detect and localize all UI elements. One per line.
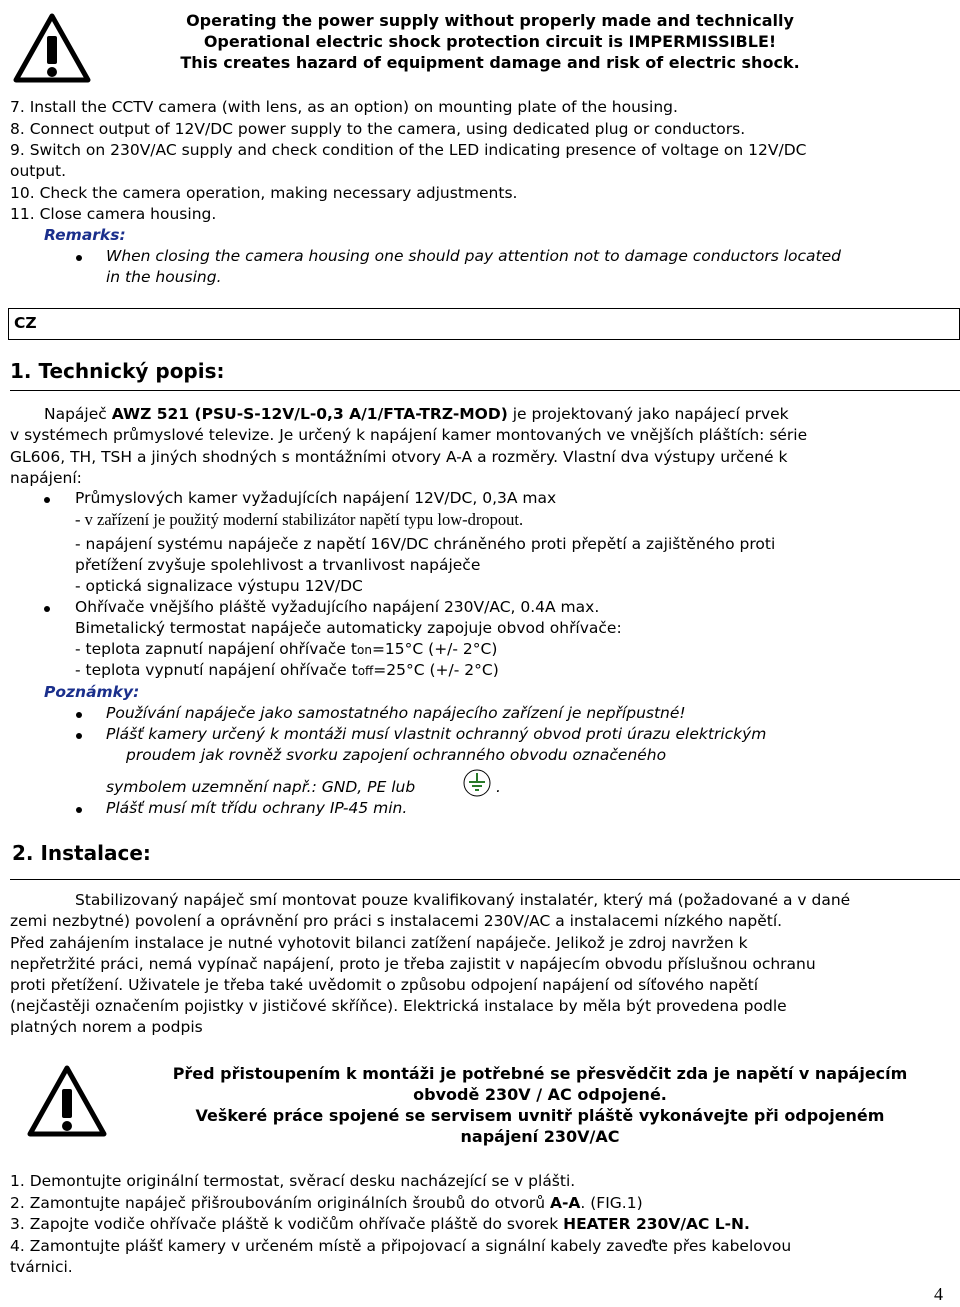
step-7: 7. Install the CCTV camera (with lens, as an option) on mounting plate of the housing. (10, 98, 678, 116)
warning-line: This creates hazard of equipment damage and risk of electric shock. (180, 53, 800, 72)
step-11: 11. Close camera housing. (10, 205, 217, 223)
bullet-icon (44, 497, 50, 503)
warning-message (130, 1063, 950, 1147)
note-item: Plášť musí mít třídu ochrany IP-45 min. (106, 799, 408, 817)
list-subitem: - teplota zapnutí napájení ohřívače ton=15°C (+/- 2°C) (75, 640, 498, 658)
list-subitem: - napájení systému napáječe z napětí 16V/DC chráněného proti přepětí a zajištěného proti (75, 535, 776, 553)
remarks-label: Remarks: (44, 226, 126, 244)
note-item-cont: proudem jak rovněž svorku zapojení ochranného obvodu označeného (126, 746, 667, 764)
note-item-cont: symbolem uzemnění např.: GND, PE lub (106, 778, 416, 796)
language-label: CZ (14, 314, 37, 332)
install-step-2: 2. Zamontujte napáječ přišroubováním originálních šroubů do otvorů A-A. (FIG.1) (10, 1194, 643, 1212)
step-9: 9. Switch on 230V/AC supply and check condition of the LED indicating presence of voltage on 12V/DC (10, 141, 807, 159)
paragraph-line: napájení: (10, 469, 82, 487)
step-9-cont: output. (10, 162, 67, 180)
paragraph-line: GL606, TH, TSH a jiných shodných s montážními otvory A-A a rozměry. Vlastní dva výstupy určené k (10, 448, 788, 466)
warning-line: Veškeré práce spojené se servisem uvnitř pláště vykonávejte při odpojeném (195, 1106, 885, 1125)
list-subitem: - v zařízení je použitý moderní stabilizátor napětí typu low-dropout. (75, 510, 524, 529)
ground-symbol-icon (462, 768, 492, 798)
warning-line: Operating the power supply without properly made and technically (186, 11, 794, 30)
paragraph-line: zemi nezbytné) povolení a oprávnění pro práci s instalacemi 230V/AC a instalacemi nízkého napětí. (10, 912, 783, 930)
paragraph-line: Před zahájením instalace je nutné vyhotovit bilanci zatížení napáječe. Jelikož je zdroj navržen k (10, 934, 748, 952)
paragraph-line: nepřetržité práci, nemá vypínač napájení, proto je třeba zajistit v napájecím obvodu příslušnou ochranu (10, 955, 816, 973)
divider (10, 390, 960, 391)
note-item: Používání napáječe jako samostatného napájecího zařízení je nepřípustné! (106, 704, 686, 722)
warning-line: Před přistoupením k montáži je potřebné se přesvědčit zda je napětí v napájecím (172, 1064, 908, 1083)
warning-message (120, 10, 860, 73)
bullet-icon (76, 807, 82, 813)
step-8: 8. Connect output of 12V/DC power supply to the camera, using dedicated plug or conductors. (10, 120, 746, 138)
paragraph-line: (nejčastěji označením pojistky v jističové skříňce). Elektrická instalace by měla být provedena podle (10, 997, 787, 1015)
bullet-icon (76, 712, 82, 718)
install-step-4: 4. Zamontujte plášť kamery v určeném místě a připojovací a signální kabely zaveďte přes kabelovou (10, 1237, 792, 1255)
install-step-1: 1. Demontujte originální termostat, svěrací desku nacházející se v plášti. (10, 1172, 576, 1190)
language-header-box (8, 308, 960, 340)
list-subitem: - optická signalizace výstupu 12V/DC (75, 577, 363, 595)
warning-line: napájení 230V/AC (460, 1127, 620, 1146)
warning-triangle-icon (12, 12, 92, 84)
paragraph-line: proti přetížení. Uživatele je třeba také uvědomit o způsobu odpojení napájení od síťového napětí (10, 976, 759, 994)
bullet-icon (76, 733, 82, 739)
install-step-3: 3. Zapojte vodiče ohřívače pláště k vodičům ohřívače pláště do svorek HEATER 230V/AC L-N. (10, 1215, 750, 1233)
page-number: 4 (934, 1284, 943, 1304)
list-item: Průmyslových kamer vyžadujících napájení 12V/DC, 0,3A max (75, 489, 557, 507)
list-subitem: - teplota vypnutí napájení ohřívače toff=25°C (+/- 2°C) (75, 661, 499, 679)
list-item: Ohřívače vnějšího pláště vyžadujícího napájení 230V/AC, 0.4A max. (75, 598, 600, 616)
install-step-4-cont: tvárnici. (10, 1258, 73, 1276)
paragraph-line: v systémech průmyslové televize. Je určený k napájení kamer montovaných ve vnějších pláštích: série (10, 426, 808, 444)
paragraph-line: platných norem a podpis (10, 1018, 203, 1036)
divider (10, 879, 960, 880)
paragraph-line: Napáječ AWZ 521 (PSU-S-12V/L-0,3 A/1/FTA-TRZ-MOD) je projektovaný jako napájecí prvek (44, 405, 789, 423)
section-1-heading: 1. Technický popis: (10, 359, 225, 383)
list-subitem: přetížení zvyšuje spolehlivost a trvanlivost napáječe (75, 556, 481, 574)
bullet-icon (44, 606, 50, 612)
step-10: 10. Check the camera operation, making necessary adjustments. (10, 184, 518, 202)
remark-text-cont: in the housing. (106, 268, 222, 286)
list-subitem: Bimetalický termostat napáječe automaticky zapojuje obvod ohřívače: (75, 619, 622, 637)
warning-triangle-icon (26, 1064, 108, 1138)
note-item-end: . (496, 778, 501, 796)
note-item: Plášť kamery určený k montáži musí vlastnit ochranný obvod proti úrazu elektrickým (106, 725, 767, 743)
product-name: AWZ 521 (PSU-S-12V/L-0,3 A/1/FTA-TRZ-MOD) (111, 405, 508, 423)
paragraph-line: Stabilizovaný napáječ smí montovat pouze kvalifikovaný instalatér, který má (požadované a v dané (75, 891, 851, 909)
section-2-heading: 2. Instalace: (12, 841, 151, 865)
warning-line: obvodě 230V / AC odpojené. (413, 1085, 667, 1104)
notes-label: Poznámky: (44, 683, 140, 701)
warning-line: Operational electric shock protection circuit is IMPERMISSIBLE! (203, 32, 777, 51)
remark-text: When closing the camera housing one should pay attention not to damage conductors located (106, 247, 842, 265)
bullet-icon (76, 255, 82, 261)
